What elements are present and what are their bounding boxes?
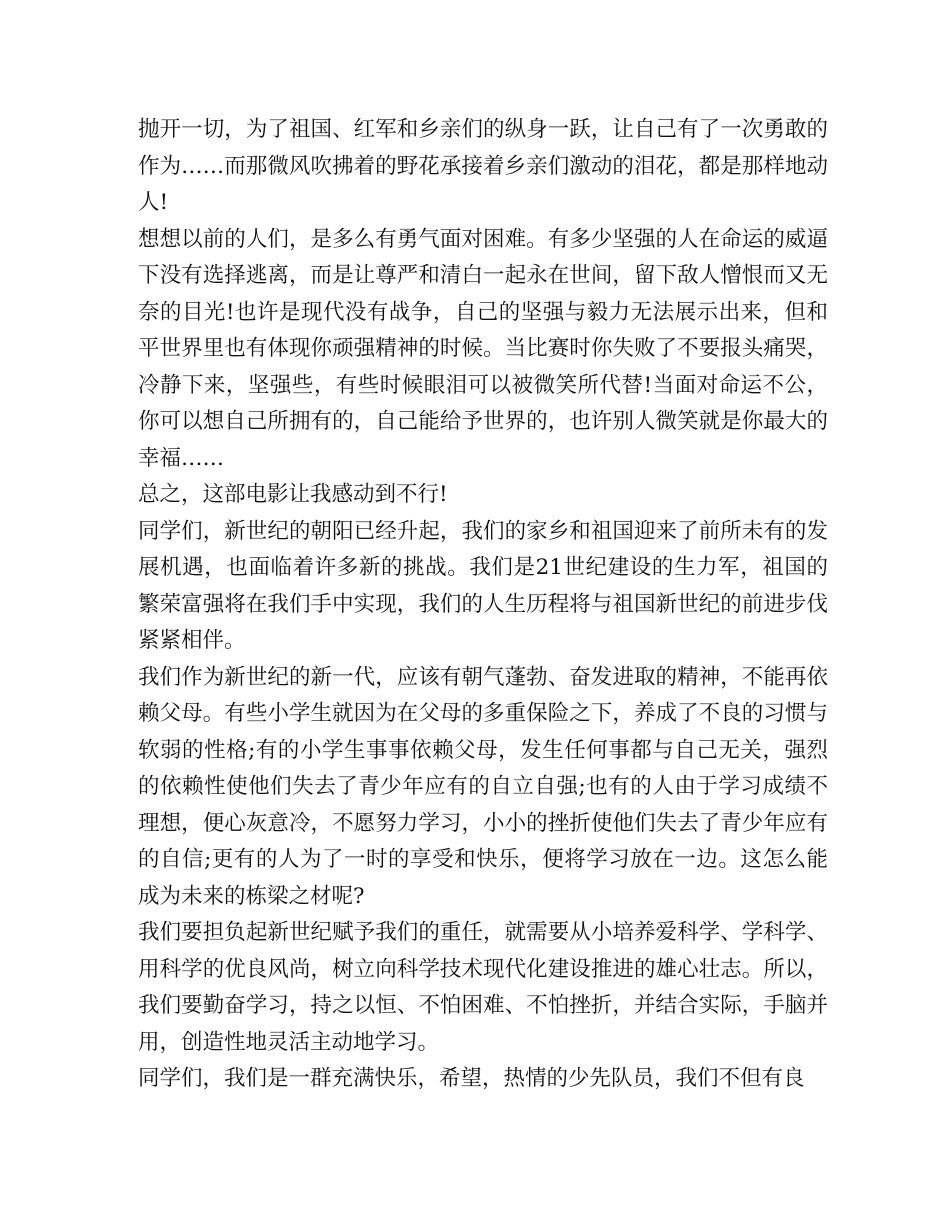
paragraph-3: 总之，这部电影让我感动到不行! xyxy=(138,482,448,507)
paragraph-7: 同学们，我们是一群充满快乐，希望，热情的少先队员，我们不但有良 xyxy=(138,1066,805,1091)
paragraph-5: 我们作为新世纪的新一代，应该有朝气蓬勃、奋发进取的精神，不能再依赖父母。有些小学生就因为在父母的多重保险之下，养成了不良的习惯与软弱的性格;有的小学生事事依赖父母，发生任何事都与自己无关，强烈的依赖性使他们失去了青少年应有的自立自强;也有的人由于学习成绩不理想，便心灰意冷，不愿努力学习，小小的挫折使他们失去了青少年应有的自信;更有的人为了一时的享受和快乐，便将学习放在一边。这怎么能成为未来的栋梁之材呢? xyxy=(138,664,828,909)
paragraph-1: 抛开一切，为了祖国、红军和乡亲们的纵身一跃，让自己有了一次勇敢的作为……而那微风吹拂着的野花承接着乡亲们激动的泪花，都是那样地动人! xyxy=(138,117,828,215)
document-body xyxy=(138,112,828,1098)
paragraph-6: 我们要担负起新世纪赋予我们的重任，就需要从小培养爱科学、学科学、用科学的优良风尚，树立向科学技术现代化建设推进的雄心壮志。所以，我们要勤奋学习，持之以恒、不怕困难、不怕挫折，并结合实际，手脑并用，创造性地灵活主动地学习。 xyxy=(138,920,828,1055)
paragraph-4: 同学们，新世纪的朝阳已经升起，我们的家乡和祖国迎来了前所未有的发展机遇，也面临着许多新的挑战。我们是21世纪建设的生力军，祖国的繁荣富强将在我们手中实现，我们的人生历程将与祖国新世纪的前进步伐紧紧相伴。 xyxy=(138,518,828,653)
paragraph-2: 想想以前的人们，是多么有勇气面对困难。有多少坚强的人在命运的威逼下没有选择逃离，而是让尊严和清白一起永在世间，留下敌人憎恨而又无奈的目光!也许是现代没有战争，自己的坚强与毅力无法展示出来，但和平世界里也有体现你顽强精神的时候。当比赛时你失败了不要报头痛哭，冷静下来，坚强些，有些时候眼泪可以被微笑所代替!当面对命运不公，你可以想自己所拥有的，自己能给予世界的，也许别人微笑就是你最大的幸福…… xyxy=(138,226,828,471)
